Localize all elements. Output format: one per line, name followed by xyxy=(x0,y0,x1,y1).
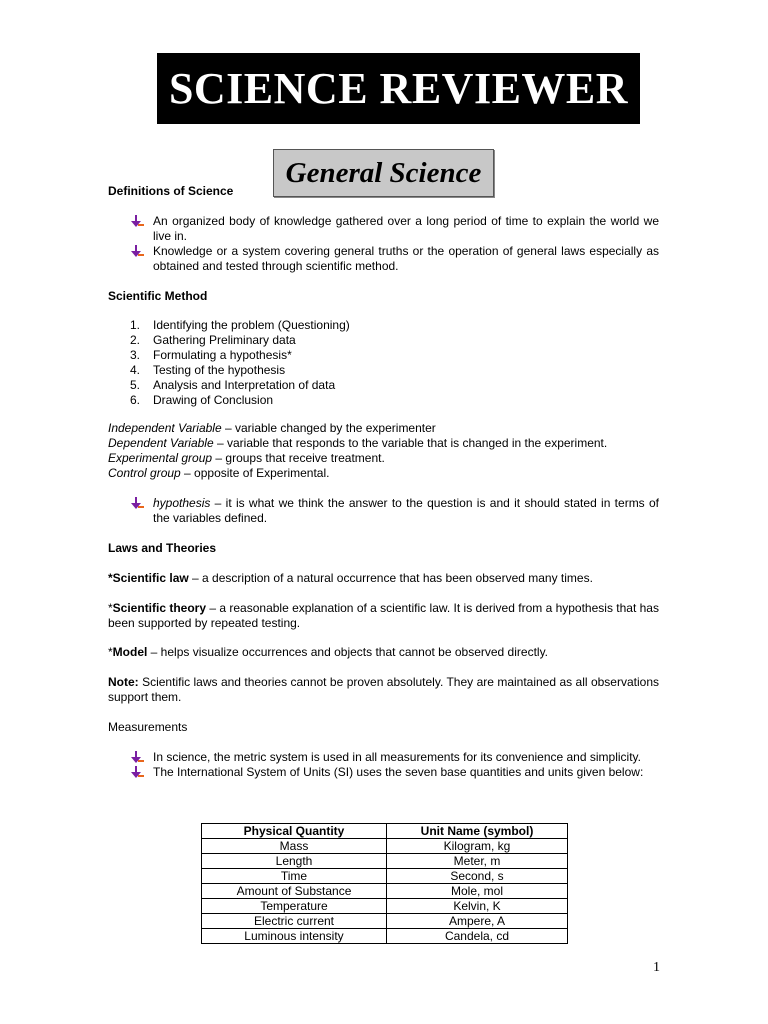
quantity-cell: Mass xyxy=(202,839,387,854)
model-paragraph xyxy=(108,645,659,660)
step-number: 3. xyxy=(130,348,141,362)
list-item xyxy=(130,214,659,244)
unit-cell: Candela, cd xyxy=(387,929,568,944)
quantity-cell: Electric current xyxy=(202,914,387,929)
arrow-bullet-icon xyxy=(130,497,144,510)
list-item xyxy=(130,333,659,348)
unit-cell: Ampere, A xyxy=(387,914,568,929)
note-label: Note: xyxy=(108,675,139,689)
note-text: Scientific laws and theories cannot be proven absolutely. They are maintained as all observations support them. xyxy=(108,675,659,704)
unit-cell: Meter, m xyxy=(387,854,568,869)
scientific-method-steps xyxy=(130,318,659,408)
quantity-cell: Amount of Substance xyxy=(202,884,387,899)
quantity-cell: Temperature xyxy=(202,899,387,914)
table-row xyxy=(202,854,568,869)
step-number: 5. xyxy=(130,378,141,392)
measurements-heading: Measurements xyxy=(108,720,188,734)
variable-text: – groups that receive treatment. xyxy=(212,451,385,465)
arrow-bullet-icon xyxy=(130,766,144,779)
variable-term: Experimental group xyxy=(108,451,213,465)
variable-definition xyxy=(108,421,659,436)
step-number: 6. xyxy=(130,393,141,407)
arrow-bullet-icon xyxy=(130,245,144,258)
measurement-text: The International System of Units (SI) uses the seven base quantities and units given below: xyxy=(153,765,644,779)
definition-text: Knowledge or a system covering general truths or the operation of general laws especially as obtained and tested through scientific method. xyxy=(153,244,659,273)
table-row xyxy=(202,884,568,899)
unit-cell: Mole, mol xyxy=(387,884,568,899)
variable-term: Control group xyxy=(108,466,181,480)
table-row xyxy=(202,914,568,929)
arrow-bullet-icon xyxy=(130,751,144,764)
variable-term: Independent Variable xyxy=(108,421,222,435)
step-text: Identifying the problem (Questioning) xyxy=(153,318,350,332)
model-prefix: * xyxy=(108,645,113,659)
step-number: 1. xyxy=(130,318,141,332)
quantity-cell: Time xyxy=(202,869,387,884)
unit-cell: Kelvin, K xyxy=(387,899,568,914)
table-row xyxy=(202,839,568,854)
hypothesis-term: hypothesis xyxy=(153,496,211,510)
step-text: Drawing of Conclusion xyxy=(153,393,274,407)
step-number: 4. xyxy=(130,363,141,377)
scientific-law-paragraph xyxy=(108,571,659,586)
theory-text: – a reasonable explanation of a scientific law. It is derived from a hypothesis that has been supported by repeated testing. xyxy=(108,601,659,630)
quantity-cell: Length xyxy=(202,854,387,869)
variable-text: – opposite of Experimental. xyxy=(180,466,330,480)
si-units-table xyxy=(201,823,568,944)
table-header-row xyxy=(202,824,568,839)
measurements-list xyxy=(130,750,659,780)
quantity-cell: Luminous intensity xyxy=(202,929,387,944)
list-item xyxy=(130,378,659,393)
list-item xyxy=(130,750,659,765)
table-row xyxy=(202,869,568,884)
column-header: Unit Name (symbol) xyxy=(387,824,568,839)
list-item xyxy=(130,244,659,274)
page-number: 1 xyxy=(653,960,660,975)
list-item xyxy=(130,496,659,526)
step-text: Testing of the hypothesis xyxy=(153,363,286,377)
model-text: – helps visualize occurrences and objects that cannot be observed directly. xyxy=(147,645,549,659)
definition-text: An organized body of knowledge gathered over a long period of time to explain the world we live in. xyxy=(153,214,659,243)
note-paragraph xyxy=(108,675,659,705)
section-subtitle: General Science xyxy=(273,149,494,197)
scientific-method-heading: Scientific Method xyxy=(108,289,208,303)
law-text: – a description of a natural occurrence that has been observed many times. xyxy=(188,571,593,585)
unit-cell: Kilogram, kg xyxy=(387,839,568,854)
list-item xyxy=(130,348,659,363)
definitions-list xyxy=(130,214,659,274)
laws-theories-heading: Laws and Theories xyxy=(108,541,217,555)
variable-text: – variable changed by the experimenter xyxy=(221,421,436,435)
page-banner-title: SCIENCE REVIEWER xyxy=(157,53,640,124)
variable-text: – variable that responds to the variable that is changed in the experiment. xyxy=(213,436,608,450)
table-row xyxy=(202,929,568,944)
step-text: Analysis and Interpretation of data xyxy=(153,378,336,392)
hypothesis-list xyxy=(130,496,659,526)
arrow-bullet-icon xyxy=(130,215,144,228)
step-number: 2. xyxy=(130,333,141,347)
variable-term: Dependent Variable xyxy=(108,436,214,450)
hypothesis-text: – it is what we think the answer to the question is and it should stated in terms of the variables defined. xyxy=(153,496,659,525)
law-term: *Scientific law xyxy=(108,571,189,585)
step-text: Formulating a hypothesis* xyxy=(153,348,292,362)
variable-definition xyxy=(108,451,659,466)
definitions-heading: Definitions of Science xyxy=(108,184,234,198)
list-item xyxy=(130,318,659,333)
unit-cell: Second, s xyxy=(387,869,568,884)
list-item xyxy=(130,765,659,780)
measurement-text: In science, the metric system is used in all measurements for its convenience and simplicity. xyxy=(153,750,641,764)
list-item xyxy=(130,393,659,408)
theory-term: Scientific theory xyxy=(112,601,207,615)
theory-prefix: * xyxy=(108,601,113,615)
scientific-theory-paragraph xyxy=(108,601,659,631)
variable-definition xyxy=(108,436,659,451)
model-term: Model xyxy=(112,645,148,659)
variable-definition xyxy=(108,466,659,481)
list-item xyxy=(130,363,659,378)
step-text: Gathering Preliminary data xyxy=(153,333,296,347)
column-header: Physical Quantity xyxy=(202,824,387,839)
table-row xyxy=(202,899,568,914)
